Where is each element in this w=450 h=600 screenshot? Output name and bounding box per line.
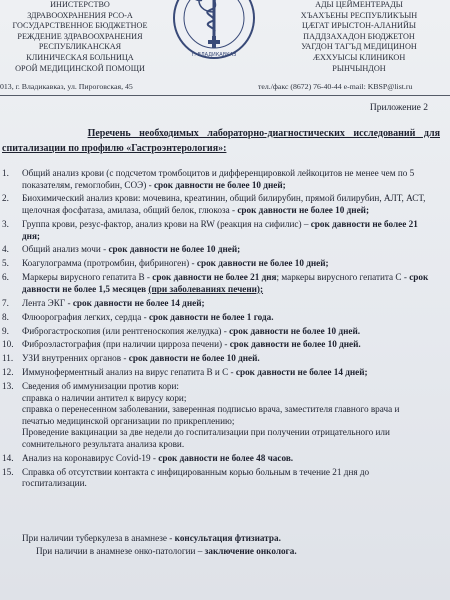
immunization-option: справка о перенесенном заболевании, заверенная подписью врача, заместителя главного врача и печатью медицинской организации по прикреплению; bbox=[22, 404, 400, 426]
note-text: При наличии туберкулеза в анамнезе - bbox=[22, 533, 175, 543]
requirements-list bbox=[0, 168, 432, 492]
contact-info: тел./факс (8672) 76-40-44 e-mail: KBSP@list.ru bbox=[258, 82, 413, 91]
list-item bbox=[0, 467, 432, 490]
item-text: Флюорография легких, сердца - bbox=[22, 311, 149, 322]
list-item bbox=[0, 453, 432, 465]
item-text: УЗИ внутренних органов - bbox=[22, 353, 129, 364]
list-item bbox=[0, 244, 432, 256]
list-item bbox=[0, 219, 432, 242]
item-number: 14. bbox=[2, 452, 14, 463]
item-number: 3. bbox=[2, 218, 9, 229]
item-text: Справка об отсутствии контакта с инфицированным корью больным в течение 21 дня до госпитализации. bbox=[22, 466, 370, 489]
footnotes bbox=[22, 532, 432, 558]
item-deadline: срок давности не более 21 дня; bbox=[22, 218, 418, 241]
item-number: 15. bbox=[2, 466, 14, 477]
item-number: 12. bbox=[2, 367, 14, 378]
list-item bbox=[0, 353, 432, 365]
item-deadline: срок давности не более 10 дней; bbox=[153, 179, 286, 190]
header-left-block bbox=[0, 0, 160, 74]
list-item bbox=[0, 381, 432, 451]
item-text: Анализ на коронавирус Covid-19 - bbox=[22, 452, 159, 463]
item-number: 6. bbox=[2, 272, 9, 283]
item-deadline-2: срок давности не более 1,5 месяцев bbox=[22, 272, 429, 294]
emblem-city-label: г. ВЛАДИКАВКАЗ bbox=[191, 52, 237, 58]
list-item bbox=[0, 312, 432, 324]
item-text: Группа крови, резус-фактор, анализ крови на RW (реакция на сифилис) – bbox=[22, 218, 311, 229]
header-right-block bbox=[268, 0, 450, 74]
note-text: При наличии в анамнезе онко-патологии – bbox=[36, 546, 205, 556]
list-item bbox=[0, 272, 432, 295]
item-deadline: срок давности не более 1 года. bbox=[148, 311, 274, 322]
note-requirement: заключение онколога. bbox=[204, 546, 297, 556]
header-right-line: ХЪАХЪЕНЫ РЕСПУБЛИКЪЫН bbox=[300, 10, 418, 20]
item-text: Сведения об иммунизации против кори: bbox=[22, 381, 179, 392]
item-deadline: срок давности не более 10 дней. bbox=[128, 353, 260, 364]
note-tuberculosis bbox=[22, 532, 432, 545]
item-deadline: срок давности не более 10 дней; bbox=[196, 258, 329, 269]
note-requirement: консультация фтизиатра. bbox=[174, 533, 281, 543]
appendix-label: Приложение 2 bbox=[369, 103, 428, 113]
item-text: Иммуноферментный анализ на вирус гепатита В и С - bbox=[22, 367, 236, 378]
item-number: 1. bbox=[2, 168, 9, 178]
list-item bbox=[0, 326, 432, 338]
list-item bbox=[0, 193, 432, 216]
list-item bbox=[0, 339, 432, 351]
item-number: 13. bbox=[2, 381, 14, 392]
immunization-option: справка о наличии антител к вирусу кори; bbox=[22, 392, 187, 403]
title-line-2: спитализации по профилю «Гастроэнтерология»: bbox=[2, 143, 227, 154]
item-text-cont: ; маркеры вирусного гепатита С - bbox=[276, 272, 410, 283]
header-right-line: АДЫ ЦЕЙМЕНТЕРАДЫ bbox=[315, 0, 403, 9]
header-left-line: РЕСПУБЛИКАНСКАЯ bbox=[38, 42, 122, 52]
item-text: Биохимический анализ крови: мочевина, креатинин, общий билирубин, прямой билирубин, АЛТ, АСТ, щелочная фосфатаза, амилаза, общий белок, глюкоза - bbox=[22, 193, 426, 216]
item-text: Общий анализ крови (с подсчетом тромбоцитов и дифференцировкой лейкоцитов не менее чем по 5 показателям, гемоглобин, СОЭ) - bbox=[22, 168, 415, 190]
item-number: 11. bbox=[2, 353, 14, 364]
item-condition: (при заболеваниях печени); bbox=[148, 283, 264, 294]
item-number: 5. bbox=[2, 258, 9, 269]
header-left-line: РЕЖДЕНИЕ ЗДРАВООХРАНЕНИЯ bbox=[17, 31, 143, 41]
header-right-line: УАГДОН ТАГЪД МЕДИЦИНОН bbox=[301, 42, 417, 52]
header-right-line: ÆХХУЫСЫ КЛИНИКОН bbox=[312, 52, 406, 62]
item-text: Лента ЭКГ - bbox=[22, 297, 73, 308]
immunization-option: Проведение вакцинации за две недели до госпитализации при получении отрицательного или сомнительного результата анализа крови. bbox=[22, 427, 390, 450]
item-deadline: срок давности не более 10 дней. bbox=[229, 339, 361, 350]
document-title bbox=[0, 126, 440, 156]
header-divider bbox=[0, 95, 450, 96]
item-text: Фиброэластография (при наличии цирроза печени) - bbox=[22, 339, 230, 350]
note-oncology bbox=[22, 545, 432, 558]
item-deadline: срок давности не более 14 дней; bbox=[72, 297, 205, 308]
list-item bbox=[0, 258, 432, 270]
address-row bbox=[0, 82, 450, 94]
title-line-1: Перечень необходимых лабораторно-диагностических исследований для bbox=[87, 128, 440, 139]
list-item bbox=[0, 298, 432, 310]
item-deadline: срок давности не более 48 часов. bbox=[158, 452, 294, 463]
item-deadline: срок давности не более 10 дней; bbox=[237, 205, 370, 216]
item-number: 4. bbox=[2, 244, 9, 255]
item-deadline: срок давности не более 10 дней; bbox=[108, 244, 241, 255]
item-number: 10. bbox=[2, 339, 14, 350]
header-right-line: ЦÆГАТ ИРЫСТОН-АЛАНИЙЫ bbox=[301, 21, 417, 31]
header-left-line: ИНИСТЕРСТВО bbox=[50, 0, 110, 9]
list-item bbox=[0, 367, 432, 379]
header-right-line: РЫНЧЫНДОН bbox=[332, 63, 386, 73]
item-text: Фиброгастроскопия (или рентгеноскопия желудка) - bbox=[22, 325, 230, 336]
hospital-emblem-icon bbox=[160, 0, 268, 68]
postal-address: 013, г. Владикавказ, ул. Пироговская, 45 bbox=[0, 82, 133, 91]
item-text: Маркеры вирусного гепатита В - bbox=[22, 272, 153, 283]
item-number: 2. bbox=[2, 193, 9, 204]
item-deadline: срок давности не более 10 дней. bbox=[229, 325, 361, 336]
list-item bbox=[0, 168, 432, 191]
header-left-line: КЛИНИЧЕСКАЯ БОЛЬНИЦА bbox=[26, 52, 134, 62]
item-number: 8. bbox=[2, 311, 9, 322]
header-right-line: ПАДДЗАХАДОН БЮДЖЕТОН bbox=[303, 31, 415, 41]
item-deadline: срок давности не более 14 дней; bbox=[235, 367, 368, 378]
item-text: Общий анализ мочи - bbox=[22, 244, 109, 255]
header-left-line: ЗДРАВООХРАНЕНИЯ РСО-А bbox=[27, 10, 133, 20]
item-number: 7. bbox=[2, 297, 9, 308]
header-left-line: ГОСУДАРСТВЕННОЕ БЮДЖЕТНОЕ bbox=[12, 21, 148, 31]
item-number: 9. bbox=[2, 325, 9, 336]
header-left-line: ОРОЙ МЕДИЦИНСКОЙ ПОМОЩИ bbox=[15, 63, 145, 73]
item-text: Коагулограмма (протромбин, фибриноген) - bbox=[22, 258, 197, 269]
item-deadline: срок давности не более 21 дня bbox=[152, 272, 277, 283]
